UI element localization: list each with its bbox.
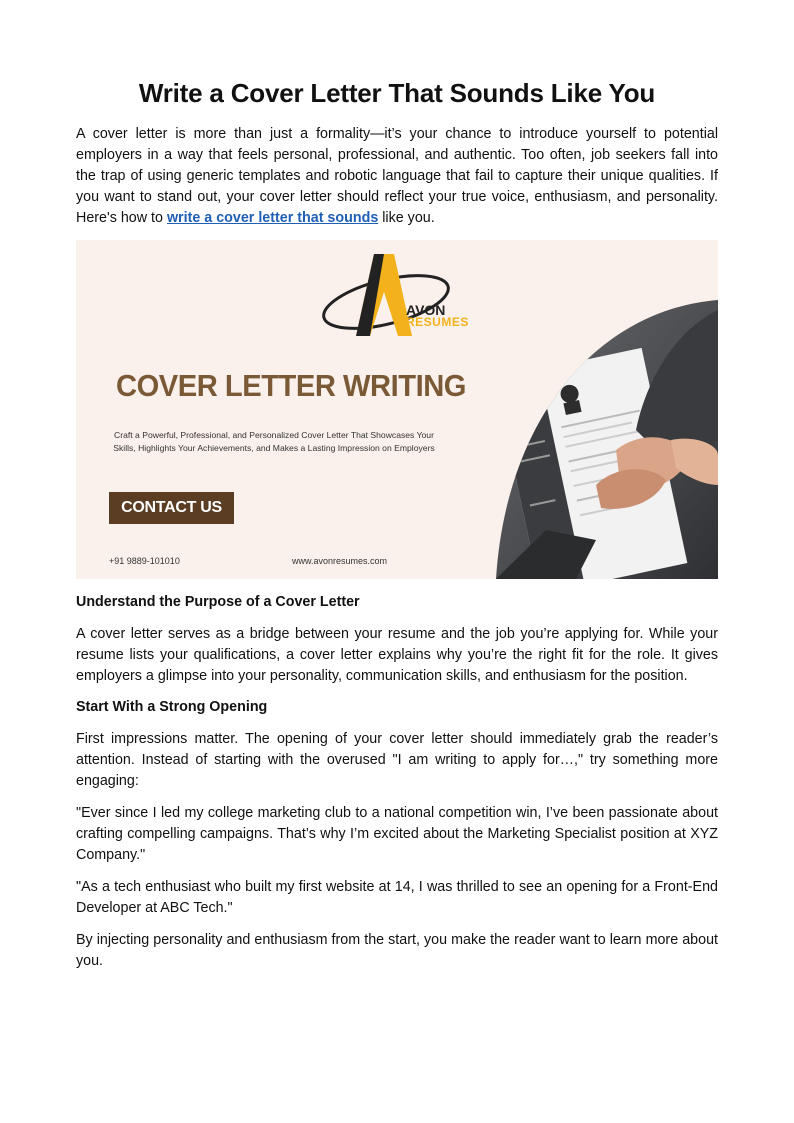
cover-letter-link[interactable]: write a cover letter that sounds xyxy=(166,210,379,226)
section-paragraph: A cover letter serves as a bridge between your resume and the job you’re applying for. While your resume lists your qualifications, a cover letter explains why you’re the right fit for the role. It gives employers a glimpse into your personality, communication skills, and enthusiasm for the position. xyxy=(76,626,718,684)
section-heading: Start With a Strong Opening xyxy=(76,699,268,715)
banner-subtext: Craft a Powerful, Professional, and Personalized Cover Letter That Showcases Your Skills, Highlights Your Achievements, and Makes a Lasting Impression on Employers xyxy=(113,430,435,453)
logo-resumes-text: RESUMES xyxy=(406,315,469,329)
intro-text: A cover letter is more than just a formality—it’s your chance to introduce yourself to potential employers in a way that feels personal, professional, and authentic. Too often, job seekers fall into the trap of using generic templates and robotic language that fail to capture their unique qualities. If you want to stand out, your cover letter should reflect your true voice, enthusiasm, and personality. Here's how to xyxy=(76,126,718,226)
cover-letter-banner-image xyxy=(76,240,718,579)
example-quote: "As a tech enthusiast who built my first website at 14, I was thrilled to see an opening for a Front-End Developer at ABC Tech." xyxy=(76,879,718,916)
example-quote: "Ever since I led my college marketing club to a national competition win, I’ve been passionate about crafting compelling campaigns. That’s why I’m excited about the Marketing Specialist position at XYZ Company." xyxy=(76,805,718,863)
intro-text-end: like you. xyxy=(378,210,435,226)
section-purpose xyxy=(76,592,718,687)
logo-wordmark xyxy=(406,304,469,328)
section-heading: Understand the Purpose of a Cover Letter xyxy=(76,594,360,610)
banner-website: www.avonresumes.com xyxy=(292,556,388,566)
contact-us-button: CONTACT US xyxy=(109,492,234,524)
page-title: Write a Cover Letter That Sounds Like You xyxy=(138,78,656,108)
banner-phone: +91 9889-101010 xyxy=(109,556,180,566)
intro-paragraph xyxy=(76,124,718,229)
banner-headline: COVER LETTER WRITING xyxy=(116,368,466,403)
section-opening xyxy=(76,697,718,972)
section-paragraph: First impressions matter. The opening of your cover letter should immediately grab the reader’s attention. Instead of starting with the overused "I am writing to apply for…," try something more engaging: xyxy=(76,731,718,789)
logo-avon-text: AVON xyxy=(406,302,446,318)
section-paragraph: By injecting personality and enthusiasm from the start, you make the reader want to learn more about you. xyxy=(76,932,718,969)
